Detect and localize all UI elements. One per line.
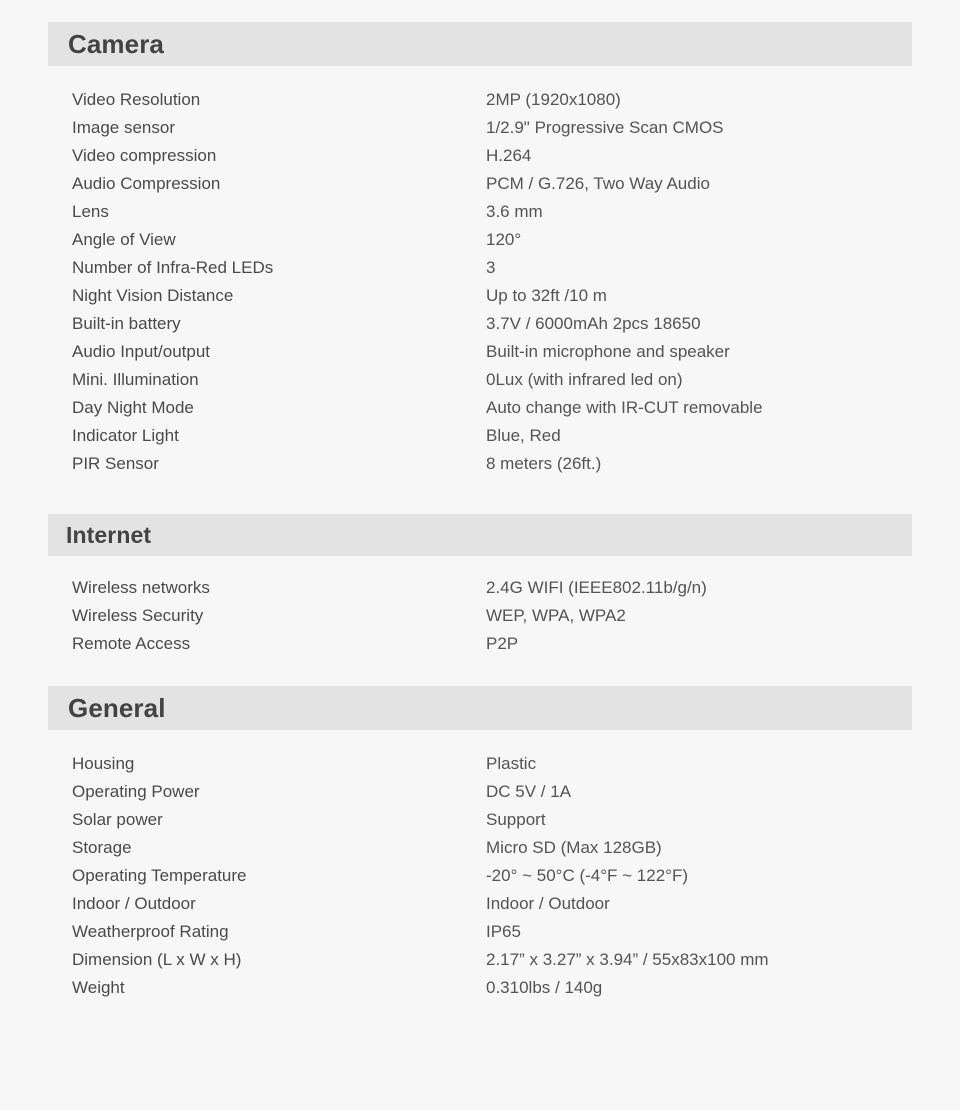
spec-row [72, 890, 960, 918]
spec-value: 1/2.9" Progressive Scan CMOS [486, 118, 724, 137]
section-general [0, 686, 960, 1022]
spec-row [72, 226, 960, 254]
spec-label: Operating Temperature [72, 866, 247, 885]
spec-row [72, 282, 960, 310]
spec-label: Video compression [72, 146, 217, 165]
spec-value: Auto change with IR-CUT removable [486, 398, 763, 417]
spec-value: Blue, Red [486, 426, 561, 445]
spec-row [72, 170, 960, 198]
spec-value: 0Lux (with infrared led on) [486, 370, 683, 389]
spec-value: Up to 32ft /10 m [486, 286, 607, 305]
spec-label: Weatherproof Rating [72, 922, 229, 941]
spec-rows-camera [0, 66, 960, 504]
spec-label: Number of Infra-Red LEDs [72, 258, 274, 277]
spec-row [72, 750, 960, 778]
spec-row [72, 574, 960, 602]
spec-value: 2.17” x 3.27” x 3.94” / 55x83x100 mm [486, 950, 769, 969]
spec-label: Weight [72, 978, 125, 997]
spec-rows-internet [0, 556, 960, 678]
spec-value: PCM / G.726, Two Way Audio [486, 174, 710, 193]
spec-value: 2MP (1920x1080) [486, 90, 621, 109]
spec-rows-general [0, 730, 960, 1022]
spec-row [72, 394, 960, 422]
spec-row [72, 778, 960, 806]
spec-row [72, 602, 960, 630]
spec-value: 2.4G WIFI (IEEE802.11b/g/n) [486, 578, 707, 597]
spec-label: Indoor / Outdoor [72, 894, 196, 913]
spec-value: Plastic [486, 754, 537, 773]
spec-row [72, 834, 960, 862]
spec-row [72, 806, 960, 834]
spec-value: Built-in microphone and speaker [486, 342, 730, 361]
section-header-general [48, 686, 912, 730]
spec-row [72, 198, 960, 226]
spec-label: Image sensor [72, 118, 175, 137]
spec-value: 0.310lbs / 140g [486, 978, 603, 997]
spec-label: Operating Power [72, 782, 200, 801]
spec-label: PIR Sensor [72, 454, 159, 473]
spec-label: Mini. Illumination [72, 370, 199, 389]
spec-value: 120° [486, 230, 522, 249]
spec-label: Video Resolution [72, 90, 201, 109]
spec-label: Dimension (L x W x H) [72, 950, 242, 969]
spec-value: 3 [486, 258, 496, 277]
spec-label: Solar power [72, 810, 163, 829]
spec-row [72, 630, 960, 658]
spec-value: 3.7V / 6000mAh 2pcs 18650 [486, 314, 701, 333]
spec-label: Housing [72, 754, 135, 773]
section-internet [0, 514, 960, 686]
spec-value: H.264 [486, 146, 532, 165]
spec-row [72, 422, 960, 450]
spec-label: Day Night Mode [72, 398, 194, 417]
spec-label: Night Vision Distance [72, 286, 234, 305]
spec-row [72, 450, 960, 478]
spec-value: Support [486, 810, 546, 829]
spec-label: Angle of View [72, 230, 176, 249]
spec-row [72, 338, 960, 366]
spec-row [72, 114, 960, 142]
spec-row [72, 142, 960, 170]
spec-label: Remote Access [72, 634, 191, 653]
spec-value: -20° ~ 50°C (-4°F ~ 122°F) [486, 866, 688, 885]
spec-label: Lens [72, 202, 109, 221]
section-title: General [68, 692, 166, 723]
spec-row [72, 86, 960, 114]
spec-label: Audio Input/output [72, 342, 211, 361]
section-header-internet [48, 514, 912, 556]
spec-row [72, 862, 960, 890]
spec-label: Wireless Security [72, 606, 204, 625]
spec-label: Storage [72, 838, 132, 857]
spec-value: DC 5V / 1A [486, 782, 572, 801]
section-title: Internet [66, 521, 152, 548]
section-header-camera [48, 22, 912, 66]
spec-value: IP65 [486, 922, 521, 941]
spec-label: Built-in battery [72, 314, 181, 333]
spec-value: Indoor / Outdoor [486, 894, 610, 913]
spec-label: Audio Compression [72, 174, 221, 193]
spec-label: Indicator Light [72, 426, 179, 445]
spec-value: 3.6 mm [486, 202, 543, 221]
spec-value: 8 meters (26ft.) [486, 454, 602, 473]
spec-value: Micro SD (Max 128GB) [486, 838, 662, 857]
spec-label: Wireless networks [72, 578, 210, 597]
spec-row [72, 946, 960, 974]
spec-row [72, 254, 960, 282]
spec-row [72, 918, 960, 946]
section-title: Camera [68, 28, 164, 59]
spec-row [72, 310, 960, 338]
spec-row [72, 366, 960, 394]
spec-value: P2P [486, 634, 519, 653]
spec-row [72, 974, 960, 1002]
spec-value: WEP, WPA, WPA2 [486, 606, 626, 625]
section-camera [0, 22, 960, 514]
specification-sheet [0, 22, 960, 1110]
